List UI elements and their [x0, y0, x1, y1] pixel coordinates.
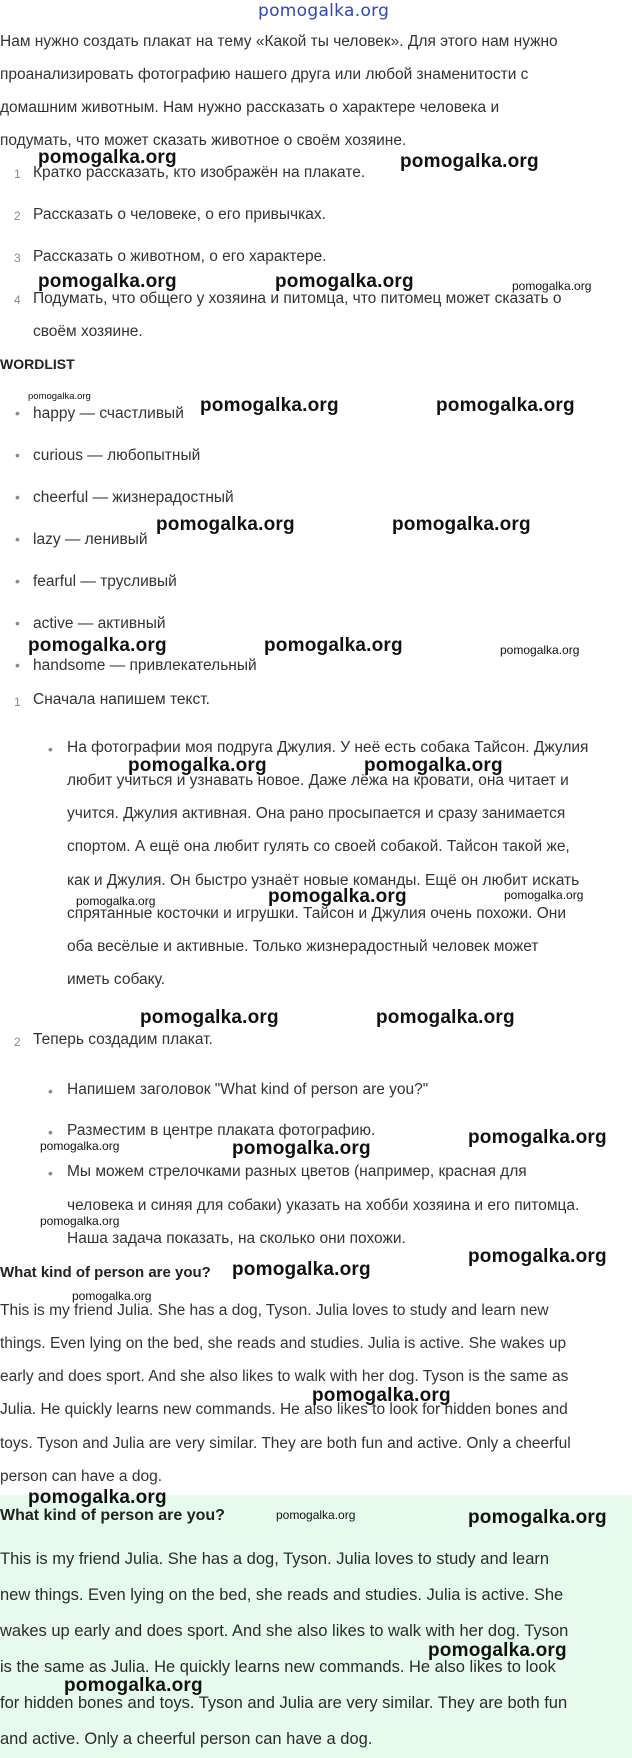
wordlist-item: cheerful — жизнерадостный [33, 489, 234, 506]
intro-line: Нам нужно создать плакат на тему «Какой ты человек». Для этого нам нужно [0, 33, 558, 50]
step-text: Рассказать о животном, о его характере. [33, 248, 327, 265]
watermark: pomogalka.org [140, 1007, 279, 1028]
watermark: pomogalka.org [156, 514, 295, 535]
plan-bullet-text: Разместим в центре плаката фотографию. [67, 1122, 376, 1139]
watermark: pomogalka.org [232, 1138, 371, 1159]
wordlist-item: handsome — привлекательный [33, 657, 257, 674]
plan-bullet-text: человека и синяя для собаки) указать на хобби хозяина и его питомца. [67, 1197, 580, 1214]
poster-line: toys. Tyson and Julia are very similar. They are both fun and active. Only a cheerful [0, 1435, 571, 1452]
step-text: Кратко рассказать, кто изображён на плакате. [33, 164, 366, 181]
plan-text-line: любит учиться и узнавать новое. Даже лёжа на кровати, она читает и [67, 772, 569, 789]
watermark: pomogalka.org [436, 395, 575, 416]
poster-line: early and does sport. And she also likes to walk with her dog. Tyson is the same as [0, 1368, 569, 1385]
wordlist-item: fearful — трусливый [33, 573, 177, 590]
watermark: pomogalka.org [364, 755, 503, 776]
watermark: pomogalka.org [268, 886, 407, 907]
watermark: pomogalka.org [200, 395, 339, 416]
wordlist-item: active — активный [33, 615, 166, 632]
wordlist-item: happy — счастливый [33, 405, 184, 422]
answer-line: is the same as Julia. He quickly learns new commands. He also likes to look [0, 1658, 556, 1676]
plan-text-line: как и Джулия. Он быстро узнаёт новые команды. Ещё он любит искать [67, 872, 580, 889]
poster-line: person can have a dog. [0, 1468, 163, 1485]
step-number: 2 [14, 209, 21, 223]
bullet-icon: • [15, 531, 20, 547]
watermark: pomogalka.org [40, 1139, 120, 1153]
wordlist-title: WORDLIST [0, 356, 75, 372]
plan-label: Теперь создадим плакат. [33, 1031, 213, 1048]
watermark: pomogalka.org [28, 391, 91, 402]
poster-title: What kind of person are you? [0, 1264, 211, 1281]
watermark: pomogalka.org [500, 643, 580, 657]
watermark: pomogalka.org [72, 1289, 152, 1303]
bullet-icon: • [15, 405, 20, 421]
watermark: pomogalka.org [504, 888, 584, 902]
answer-line: and active. Only a cheerful person can have a dog. [0, 1730, 373, 1748]
watermark: pomogalka.org [468, 1507, 607, 1528]
watermark: pomogalka.org [264, 635, 403, 656]
watermark: pomogalka.org [468, 1127, 607, 1148]
watermark: pomogalka.org [276, 1508, 356, 1522]
bullet-icon: • [15, 615, 20, 631]
watermark: pomogalka.org [40, 1214, 120, 1228]
site-logo[interactable]: pomogalka.org [258, 1, 390, 21]
wordlist-item: curious — любопытный [33, 447, 201, 464]
plan-text-line: оба весёлые и активные. Только жизнерадостный человек может [67, 938, 539, 955]
wordlist-item: lazy — ленивый [33, 531, 148, 548]
plan-text-line: иметь собаку. [67, 971, 166, 988]
step-number: 1 [14, 167, 21, 181]
answer-line: wakes up early and does sport. And she also likes to walk with her dog. Tyson [0, 1622, 569, 1640]
watermark: pomogalka.org [376, 1007, 515, 1028]
watermark: pomogalka.org [38, 147, 177, 168]
watermark: pomogalka.org [28, 635, 167, 656]
step-text: своём хозяине. [33, 323, 143, 340]
bullet-icon: • [15, 447, 20, 463]
plan-text-line: спортом. А ещё она любит гулять со своей собакой. Тайсон такой же, [67, 838, 570, 855]
answer-line: for hidden bones and toys. Tyson and Julia are very similar. They are both fun [0, 1694, 568, 1712]
watermark: pomogalka.org [275, 271, 414, 292]
watermark: pomogalka.org [38, 271, 177, 292]
plan-text-line: учится. Джулия активная. Она рано просыпается и сразу занимается [67, 805, 566, 822]
plan-number: 2 [14, 1035, 21, 1049]
intro-line: подумать, что может сказать животное о своём хозяине. [0, 132, 407, 149]
plan-bullet-text: Наша задача показать, на сколько они похожи. [67, 1230, 406, 1247]
watermark: pomogalka.org [428, 1640, 567, 1661]
watermark: pomogalka.org [512, 279, 592, 293]
bullet-icon: • [48, 1124, 53, 1140]
plan-number: 1 [14, 695, 21, 709]
plan-text-line: спрятанные косточки и игрушки. Тайсон и Джулия очень похожи. Они [67, 905, 566, 922]
step-number: 4 [14, 293, 21, 307]
poster-line: Julia. He quickly learns new commands. He also likes to look for hidden bones and [0, 1401, 568, 1418]
step-text: Рассказать о человеке, о его привычках. [33, 206, 326, 223]
poster-line: things. Even lying on the bed, she reads and studies. Julia is active. She wakes up [0, 1335, 567, 1352]
bullet-icon: • [15, 573, 20, 589]
answer-title: What kind of person are you? [0, 1507, 225, 1524]
bullet-icon: • [15, 489, 20, 505]
watermark: pomogalka.org [64, 1675, 203, 1696]
watermark: pomogalka.org [76, 894, 156, 908]
bullet-icon: • [48, 741, 53, 757]
watermark: pomogalka.org [468, 1246, 607, 1267]
plan-bullet-text: Напишем заголовок "What kind of person are you?" [67, 1081, 429, 1098]
step-number: 3 [14, 251, 21, 265]
answer-line: new things. Even lying on the bed, she reads and studies. Julia is active. She [0, 1586, 564, 1604]
watermark: pomogalka.org [28, 1487, 167, 1508]
intro-line: проанализировать фотографию нашего друга или любой знаменитости с [0, 66, 529, 83]
plan-bullet-text: Мы можем стрелочками разных цветов (например, красная для [67, 1163, 527, 1180]
poster-line: This is my friend Julia. She has a dog, Tyson. Julia loves to study and learn new [0, 1302, 549, 1319]
plan-label: Сначала напишем текст. [33, 691, 210, 708]
intro-line: домашним животным. Нам нужно рассказать о характере человека и [0, 99, 500, 116]
bullet-icon: • [15, 657, 20, 673]
watermark: pomogalka.org [400, 151, 539, 172]
answer-line: This is my friend Julia. She has a dog, Tyson. Julia loves to study and learn [0, 1550, 550, 1568]
plan-text-line: На фотографии моя подруга Джулия. У неё есть собака Тайсон. Джулия [67, 739, 589, 756]
step-text: Подумать, что общего у хозяина и питомца, что питомец может сказать о [33, 290, 562, 307]
watermark: pomogalka.org [312, 1385, 451, 1406]
watermark: pomogalka.org [232, 1259, 371, 1280]
watermark: pomogalka.org [392, 514, 531, 535]
watermark: pomogalka.org [128, 755, 267, 776]
bullet-icon: • [48, 1083, 53, 1099]
bullet-icon: • [48, 1165, 53, 1181]
